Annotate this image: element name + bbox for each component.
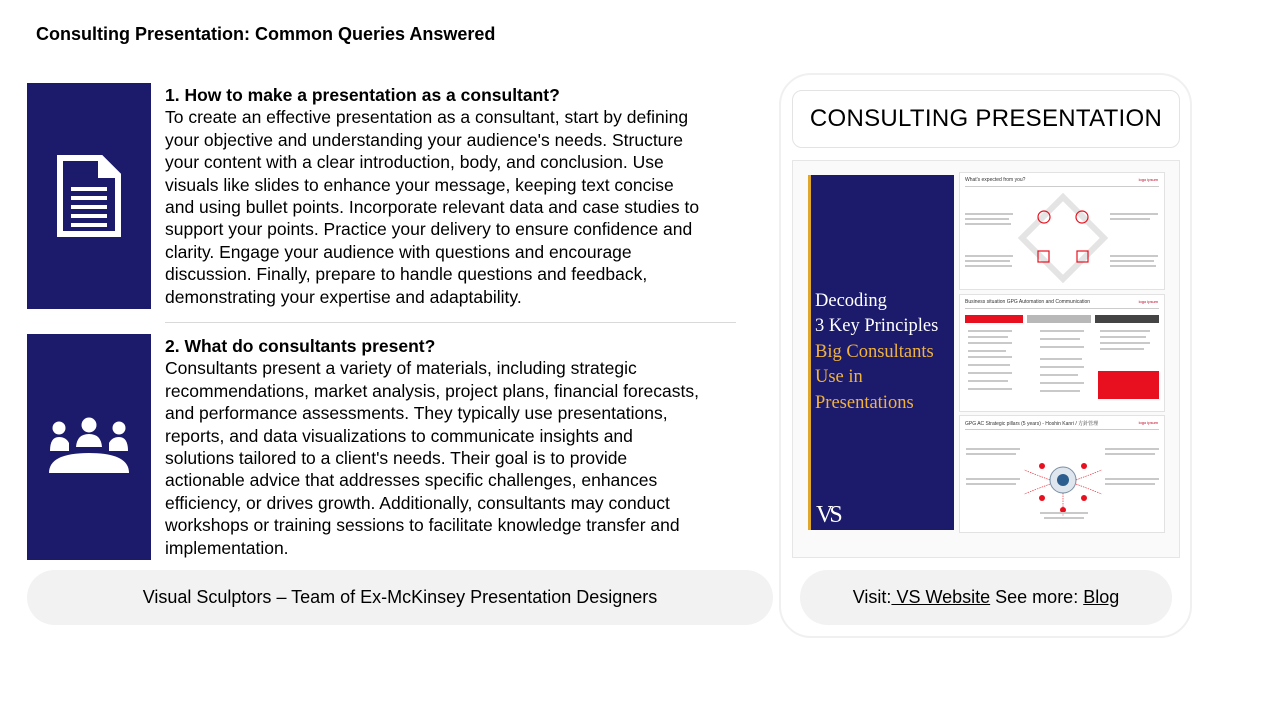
text-line: [965, 260, 1010, 262]
cover-accent-bar: [808, 175, 811, 530]
see-more-label: See more:: [990, 587, 1084, 607]
header-bar: [1027, 315, 1091, 323]
text-line: [1040, 512, 1088, 514]
text-line: [968, 364, 1010, 366]
section-divider: [165, 322, 736, 323]
text-line: [1110, 218, 1150, 220]
slide-logo: logo ipsum: [1138, 420, 1158, 425]
header-bar: [965, 315, 1023, 323]
page-title: Consulting Presentation: Common Queries Answered: [36, 24, 496, 44]
thumbnail-slide-2: [959, 294, 1165, 412]
text-line: [968, 372, 1012, 374]
answer-2-line: and performance assessments. They typically use presentations,: [165, 403, 668, 424]
vs-website-link[interactable]: VS Website: [891, 587, 991, 607]
answer-1-line: visuals like slides to enhance your message, keeping text concise: [165, 174, 674, 195]
answer-2-line: solutions tailored to a client's needs. Their goal is to provide: [165, 448, 628, 469]
document-icon: [57, 155, 121, 237]
cover-title-line: Presentations: [815, 392, 914, 413]
answer-2-line: recommendations, market analysis, project plans, financial forecasts,: [165, 380, 699, 401]
text-line: [1105, 453, 1155, 455]
text-line: [1100, 330, 1150, 332]
text-line: [966, 453, 1016, 455]
text-line: [1100, 336, 1146, 338]
team-meeting-icon: [48, 417, 130, 477]
text-line: [968, 356, 1012, 358]
question-2-heading: 2. What do consultants present?: [165, 336, 436, 356]
slide-rule: [965, 308, 1159, 309]
question-2: [165, 335, 740, 559]
text-line: [1040, 390, 1080, 392]
slide-rule: [965, 429, 1159, 430]
text-line: [968, 330, 1012, 332]
text-line: [1040, 382, 1084, 384]
text-line: [1110, 260, 1154, 262]
text-line: [1110, 265, 1156, 267]
slide-title: What's expected from you?: [965, 177, 1026, 183]
thumbnail-slide-1: [959, 172, 1165, 290]
slide-logo: logo ipsum: [1138, 299, 1158, 304]
text-line: [1040, 346, 1084, 348]
question-1-heading: 1. How to make a presentation as a consultant?: [165, 85, 560, 105]
answer-1-line: and using bullet points. Incorporate relevant data and case studies to: [165, 197, 700, 218]
cover-title-line: Decoding: [815, 291, 887, 311]
answer-1-line: To create an effective presentation as a consultant, start by defining: [165, 107, 689, 128]
text-line: [1040, 330, 1084, 332]
header-bar: [1095, 315, 1159, 323]
answer-2-line: workshops or training sessions to facilitate knowledge transfer and: [165, 515, 680, 536]
answer-2-line: reports, and data visualizations to communicate insights and: [165, 425, 633, 446]
text-line: [1105, 448, 1159, 450]
answer-2-line: efficiency, or drives growth. Additionally, consultants may conduct: [165, 492, 670, 513]
diamond-diagram: [1018, 193, 1108, 283]
cover-title: [815, 289, 953, 416]
text-line: [1040, 338, 1080, 340]
slide-rule: [965, 186, 1159, 187]
text-line: [965, 218, 1009, 220]
cover-title-line: Use in: [815, 367, 863, 388]
thumbnail-slide-3: [959, 415, 1165, 533]
question-1: [165, 84, 740, 308]
answer-2-line: Consultants present a variety of materials, including strategic: [165, 358, 637, 379]
card-heading: CONSULTING PRESENTATION: [792, 90, 1180, 148]
text-line: [966, 483, 1016, 485]
text-line: [966, 448, 1020, 450]
text-line: [1100, 342, 1150, 344]
slide-logo: logo ipsum: [1138, 177, 1158, 182]
text-line: [968, 350, 1006, 352]
answer-2-line: implementation.: [165, 537, 289, 558]
question-2-icon-panel: [27, 334, 151, 560]
highlight-box: [1098, 371, 1159, 399]
slide-title: Business situation GPG Automation and Communication: [965, 299, 1091, 305]
text-line: [1110, 213, 1158, 215]
text-line: [968, 380, 1008, 382]
text-line: [968, 342, 1012, 344]
text-line: [1105, 483, 1155, 485]
text-line: [1040, 358, 1082, 360]
pillars-diagram: [1022, 440, 1104, 520]
footer-tagline-text: Visual Sculptors – Team of Ex-McKinsey Presentation Designers: [142, 587, 658, 607]
text-line: [965, 213, 1013, 215]
blog-link[interactable]: Blog: [1083, 587, 1120, 607]
text-line: [1100, 348, 1144, 350]
cover-title-line: 3 Key Principles: [815, 316, 939, 337]
vs-logo: VS: [816, 502, 839, 528]
answer-2-line: actionable advice that addresses specific challenges, enhances: [165, 470, 658, 491]
answer-1-line: your content with a clear introduction, body, and conclusion. Use: [165, 152, 664, 173]
text-line: [1110, 255, 1158, 257]
cover-title-line: Big Consultants: [815, 341, 934, 362]
question-1-icon-panel: [27, 83, 151, 309]
answer-1-line: support your points. Practice your delivery to ensure confidence and: [165, 219, 693, 240]
text-line: [965, 223, 1011, 225]
text-line: [1105, 478, 1159, 480]
text-line: [1040, 366, 1084, 368]
answer-1-line: discussion. Finally, prepare to handle questions and feedback,: [165, 264, 648, 285]
text-line: [966, 478, 1020, 480]
answer-1-line: your objective and understanding your audience's needs. Structure: [165, 129, 683, 150]
footer-tagline: [27, 570, 773, 625]
answer-1-line: demonstrating your expertise and adaptability.: [165, 286, 522, 307]
text-line: [965, 265, 1012, 267]
text-line: [968, 388, 1012, 390]
text-line: [965, 255, 1013, 257]
visit-label: Visit:: [852, 587, 892, 607]
slide-title: GPG AC Strategic pillars (5 years) - Hoshin Kanri / 方針管理: [965, 421, 1099, 427]
text-line: [1044, 517, 1084, 519]
text-line: [1040, 374, 1078, 376]
answer-1-line: clarity. Engage your audience with questions and encourage: [165, 241, 632, 262]
text-line: [968, 336, 1008, 338]
footer-links: [800, 570, 1172, 625]
